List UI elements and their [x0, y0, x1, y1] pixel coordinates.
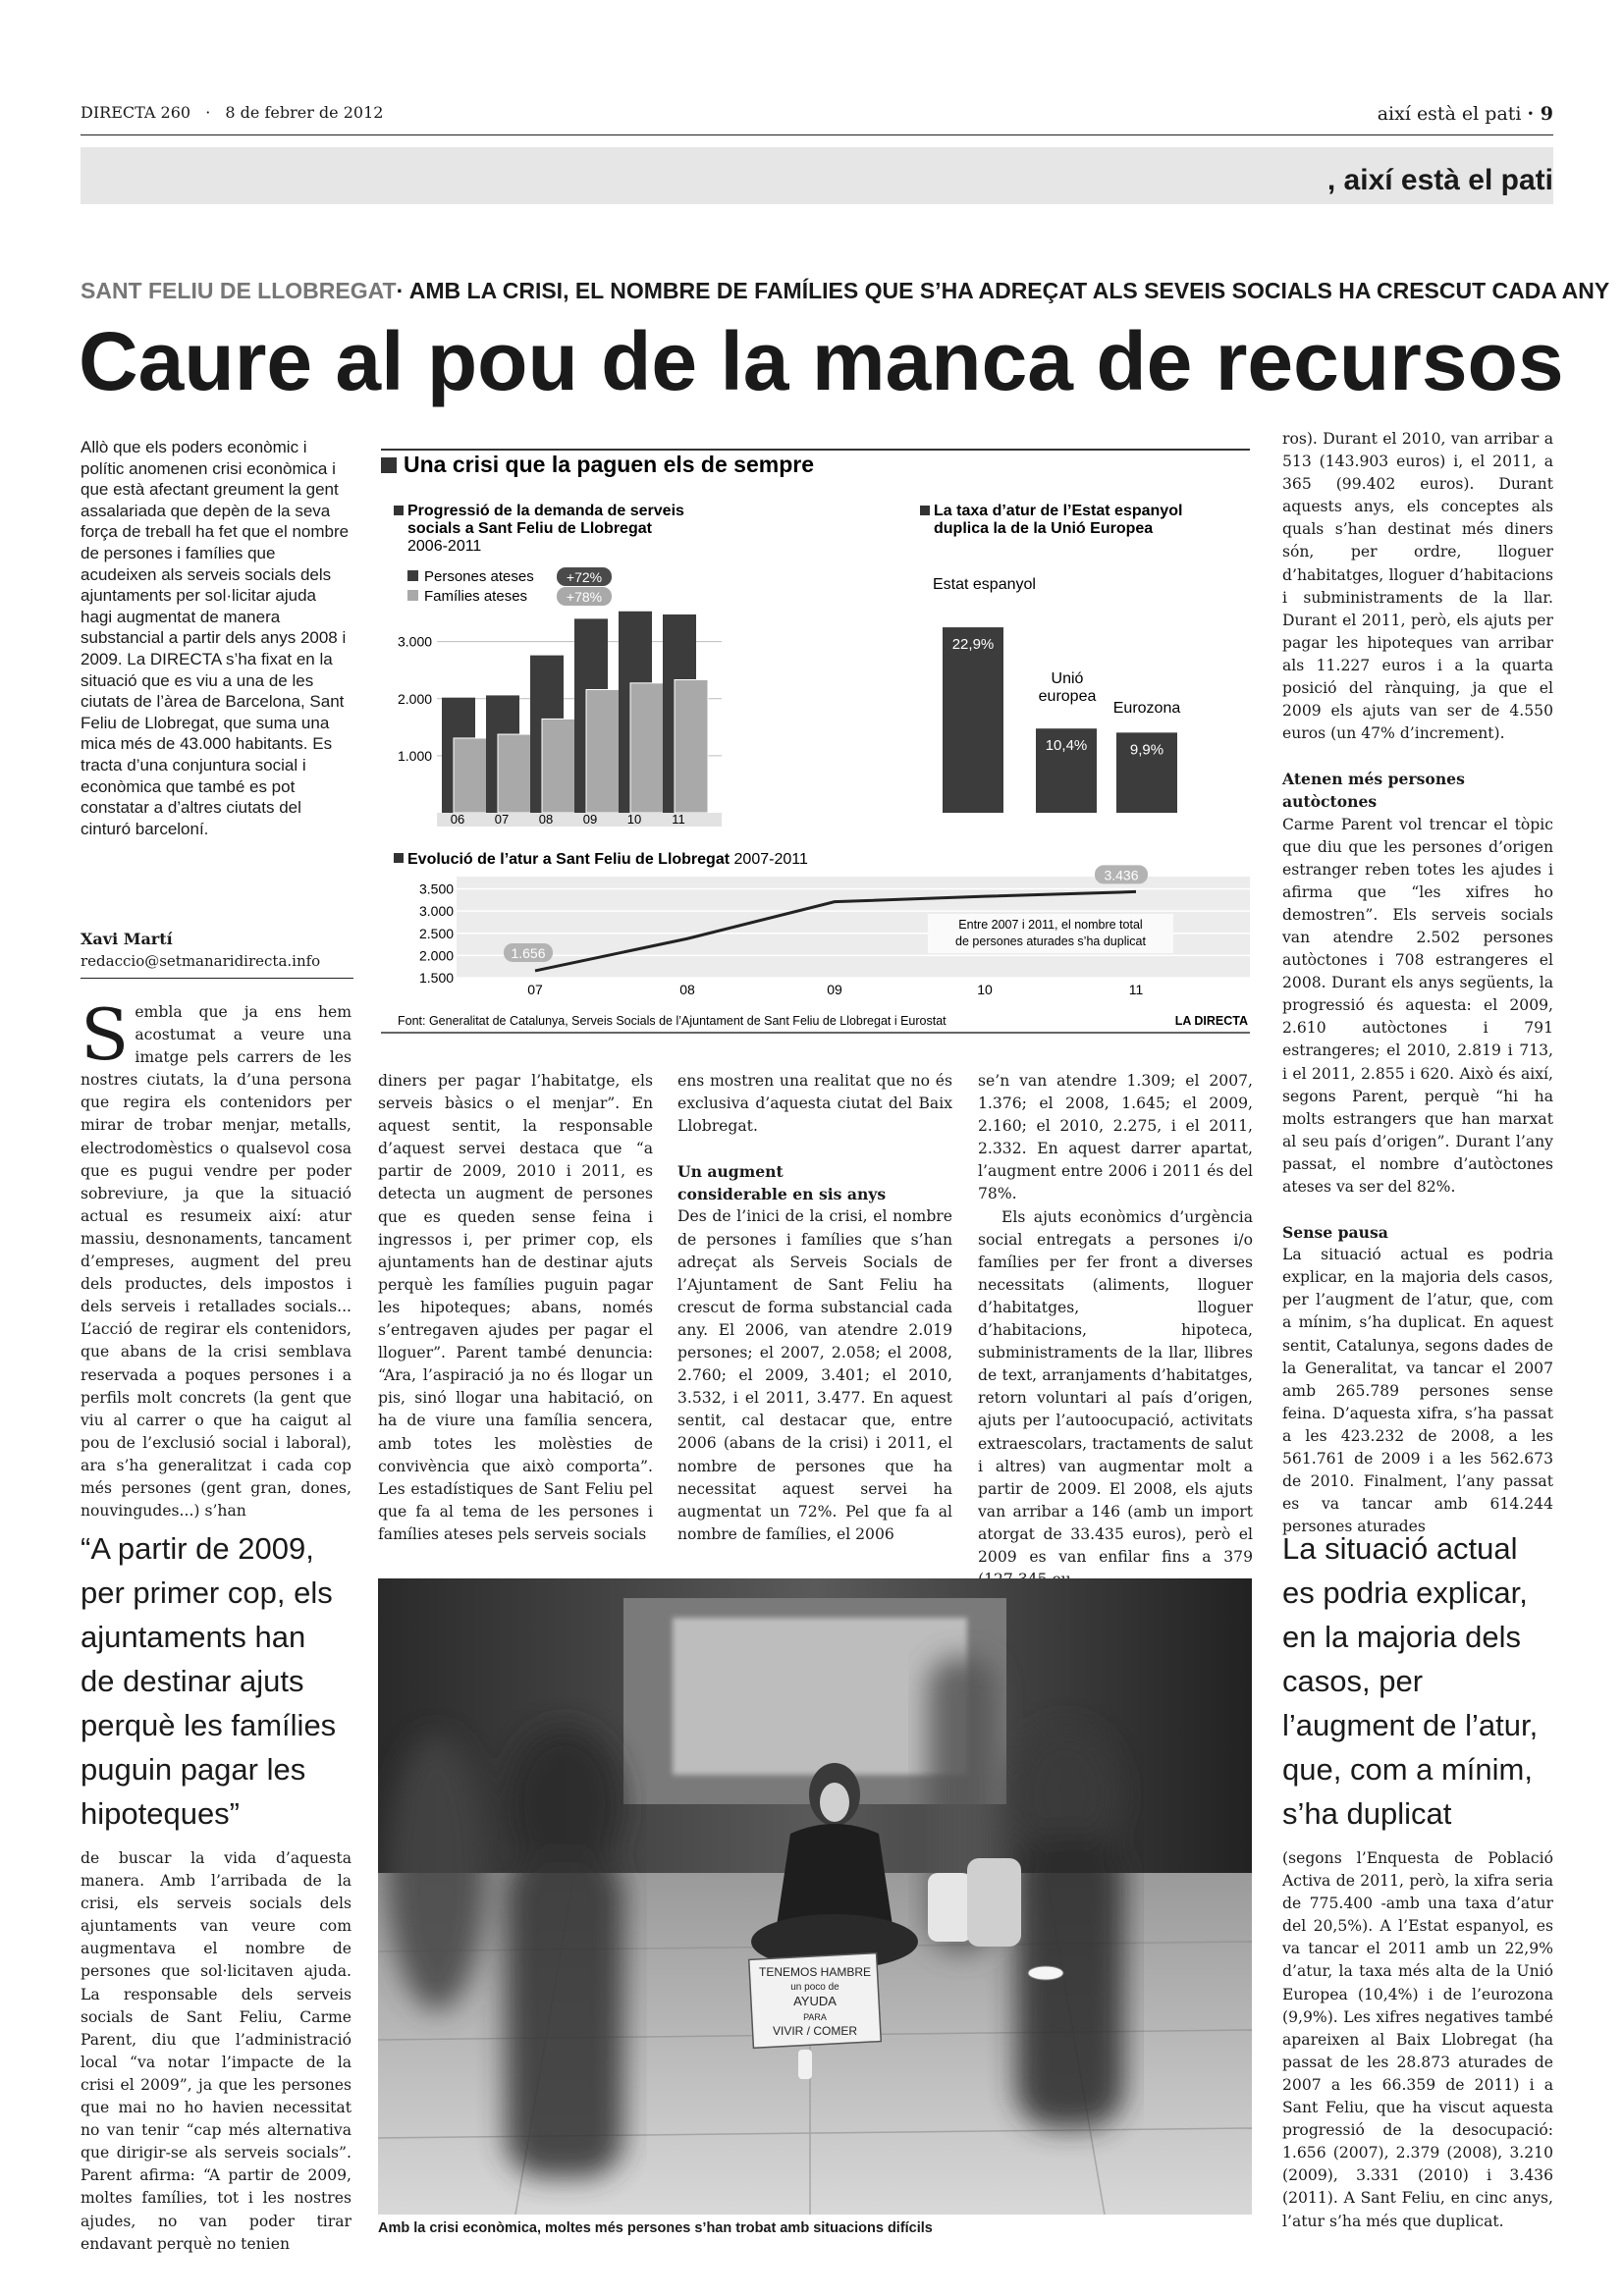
chart3-x-tick: 08	[679, 982, 695, 997]
chart1-legend-persones: Persones ateses	[424, 568, 534, 585]
column-1-top	[81, 993, 352, 1522]
chart1-legend-swatch-families	[407, 590, 418, 601]
chart1-bar-families	[454, 738, 487, 813]
chart3-x-tick: 10	[977, 982, 993, 997]
chart2-bars	[933, 576, 1180, 813]
column-3-paragraph-1: ens mostren una realitat que no és exclusiva d’aquesta ciutat del Baix Llobregat.	[677, 1072, 952, 1136]
column-5-bottom: (segons l’Enquesta de Població Activa de 2011, però, la xifra seria de 775.400 -amb una taxa d’atur del 20,5%). A l’Estat espanyol, es va tancar el 2011 amb un 22,9% d’atur, la taxa més alta de la Unió Europea (10,4%) i de l’eurozona (9,9%). Les xifres negatives també apareixen al Baix Llobregat (ha passat de les 28.873 aturades de 2007 a les 66.359 de 2011) i a Sant Feliu, que ha viscut aquesta progressió de la desocupació: 1.656 (2007), 2.379 (2008), 3.210 (2009), 3.331 (2010) i 3.436 (2011). A Sant Feliu, en cinc anys, l’atur s’ha més que duplicat.	[1282, 1849, 1553, 2230]
infographic-title-marker	[381, 457, 397, 473]
photo-sign-line5: VIVIR / COMER	[772, 2024, 858, 2038]
chart1-subtitle: 2006-2011	[407, 538, 482, 555]
chart3-annotation-line1: Entre 2007 i 2011, el nombre total	[958, 918, 1143, 932]
byline-rule	[81, 978, 353, 979]
kicker-text: · AMB LA CRISI, EL NOMBRE DE FAMÍLIES QUE S’HA ADREÇAT ALS SEVEIS SOCIALS HA CRESCUT CADA ANY	[396, 278, 1610, 303]
pullquote-right: La situació actual es podria explicar, en la majoria dels casos, per l’augment de l’atur, que, com a mínim, s’ha duplicat	[1282, 1531, 1539, 1831]
photo-cardboard-sign	[749, 1953, 882, 2049]
street-photo	[378, 1578, 1252, 2215]
photo-begging-cup	[1028, 1966, 1063, 1980]
running-header	[81, 103, 1553, 131]
photo-sign-line1: TENEMOS HAMBRE	[758, 1965, 872, 1979]
column-3-paragraph-2: Des de l’inici de la crisi, el nombre de persones i famílies que s’han adreçat als Serveis Socials de l’Ajuntament de Sant Feliu ha crescut de forma substancial cada any. El 2006, van atendre 2.019 persones; el 2007, 2.058; el 2008, 2.760; el 2009, 3.401; el 2010, 3.532, i el 2011, 3.477. En aquest sentit, cal destacar que, entre 2006 (abans de la crisi) i 2011, el nombre de persones que ha necessitat aquest servei ha augmentat un 72%. Pel que fa al nombre de famílies, el 2006	[677, 1207, 952, 1543]
chart3-annotation-line2: de persones aturades s’ha duplicat	[955, 934, 1146, 948]
column-2: diners per pagar l’habitatge, els serveis bàsics o el menjar”. En aquest sentit, la responsable d’aquest servei destaca que “a partir de 2009, 2010 i 2011, es detecta un augment de persones que es queden sense feina i ingressos i, per primer cop, els ajuntaments han de destinar ajuts perquè les famílies puguin pagar les hipoteques; abans, només s’entregaven ajudes per pagar el lloguer”. Parent també denuncia: “Ara, l’aspiració ja no és llogar un pis, sinó llogar una habitació, on ha de viure una família sencera, amb totes les molèsties de convivència que això comporta”. Les estadístiques de Sant Feliu pel que fa al tema de les persones i famílies ateses pels serveis socials	[378, 1072, 653, 1543]
chart2-bar	[943, 627, 1003, 813]
chart2-bar-value: 10,4%	[1045, 737, 1088, 755]
chart2-title-line2: duplica la de la Unió Europea	[934, 520, 1154, 537]
section-name: així està el pati · 9	[1377, 103, 1553, 125]
column-1-paragraph-1: embla que ja ens hem acostumat a veure una imatge pels carrers de les nostres ciutats, la d’una persona que regira els contenidors per mirar de trobar menjar, metalls, electrodomèstics o qualsevol cosa que es pugui vendre per poder sobreviure, ja que la situació actual es resumeix així: atur massiu, desnonaments, tancament d’empreses, augment del preu dels productes, dels impostos i dels serveis i retallades socials... L’acció de regirar els contenidors, que abans de la crisi semblava reservada a poques persones i a perfils molt concrets (la gent que viu al carrer o que ha caigut al pou de l’exclusió social i laboral), ara s’ha generalitzat i cada cop més persones (gent gran, dones, nouvingudes...) s’han	[81, 1003, 352, 1521]
infographic-credit: LA DIRECTA	[1174, 1014, 1248, 1028]
chart3-end-label: 3.436	[1104, 867, 1139, 883]
chart1-title-line1: Progressió de la demanda de serveis	[407, 503, 684, 519]
chart1-title-marker	[394, 506, 404, 515]
column-5-subhead-1: Atenen més persones autòctones	[1282, 770, 1465, 812]
photo-bottle	[798, 2050, 812, 2079]
kicker	[81, 278, 1610, 304]
headline: Caure al pou de la manca de recursos	[79, 315, 1564, 407]
photo-sign-line2: un poco de	[790, 1982, 839, 1993]
chart3-y-tick: 1.500	[419, 970, 455, 986]
column-4-paragraph-1: se’n van atendre 1.309; el 2007, 1.376; el 2008, 1.645; el 2009, 2.160; el 2010, 2.275, i el 2011, 2.332. En aquest darrer apartat, l’augment entre 2006 i 2011 és del 78%.	[978, 1072, 1253, 1203]
column-5-top	[1282, 428, 1553, 1538]
chart2-bar-value: 9,9%	[1129, 741, 1164, 759]
header-rule	[81, 134, 1553, 135]
section-banner-title: , així està el pati	[1326, 164, 1553, 196]
infographic	[378, 440, 1252, 1039]
chart1-legend-families: Famílies ateses	[424, 588, 528, 605]
column-4	[978, 1070, 1253, 1591]
chart1-x-tick: 08	[538, 812, 554, 827]
chart3-x-tick: 07	[527, 982, 543, 997]
chart1-badge-families: +78%	[566, 589, 603, 605]
issue-label: DIRECTA 260	[81, 103, 191, 122]
issue-date: 8 de febrer de 2012	[225, 103, 384, 122]
chart1-bar-families	[498, 734, 531, 813]
chart1-bar-families	[675, 679, 708, 813]
chart1-badge-persones: +72%	[566, 569, 603, 585]
chart3-y-tick: 2.500	[419, 925, 455, 941]
header-separator: ·	[205, 103, 211, 122]
kicker-place: SANT FELIU DE LLOBREGAT	[81, 278, 397, 303]
chart1-x-tick: 11	[672, 812, 685, 827]
chart2-label-ue-2: europea	[1038, 688, 1097, 705]
photo-sign-line4: PARA	[803, 2012, 827, 2022]
chart3-y-tick: 2.000	[419, 947, 455, 964]
chart2-bar-value: 22,9%	[951, 636, 995, 654]
chart2-label-ue-1: Unió	[1051, 670, 1084, 687]
author-email: redaccio@setmanaridirecta.info	[81, 952, 321, 970]
chart1-legend-swatch-persones	[407, 570, 418, 581]
photo-window-light	[673, 1618, 967, 1775]
chart1-bar-families	[630, 683, 664, 813]
chart1-title-line2: socials a Sant Feliu de Llobregat	[407, 520, 652, 537]
chart3-x-tick: 09	[827, 982, 842, 997]
chart1-x-tick: 09	[582, 812, 598, 827]
column-1-bottom: de buscar la vida d’aquesta manera. Amb l’arribada de la crisi, els serveis socials dels ajuntaments van veure com augmentava el nombre de persones que sol·licitaven ajuda. La responsable dels serveis socials de Sant Feliu, Carme Parent, diu que l’administració local “va notar l’impacte de la crisi el 2009”, ja que les persones que mai no ho havien necessitat no van tenir “cap més alternativa que dirigir-se als serveis socials”. Parent afirma: “A partir de 2009, moltes famílies, tot i les nostres ajudes, no van poder tirar endavant perquè no tenien	[81, 1849, 352, 2253]
chart2-title-line1: La taxa d’atur de l’Estat espanyol	[934, 503, 1183, 519]
chart1-bar-families	[542, 719, 575, 813]
infographic-source: Font: Generalitat de Catalunya, Serveis Socials de l’Ajuntament de Sant Feliu de Llobregat i Eurostat	[398, 1014, 947, 1028]
chart2-label-estat: Estat espanyol	[933, 576, 1036, 593]
chart3-start-label: 1.656	[511, 944, 546, 961]
chart3-title: Evolució de l’atur a Sant Feliu de Llobregat 2007-2011	[407, 851, 808, 868]
pullquote-left: “A partir de 2009, per primer cop, els ajuntaments han de destinar ajuts perquè les famílies puguin pagar les hipoteques”	[81, 1531, 337, 1831]
column-3	[677, 1070, 952, 1546]
column-5-paragraph-2: Carme Parent vol trencar el tòpic que diu que les persones d’origen estranger reben totes les ajudes i afirma que “les xifres ho demostren”. Els serveis socials van atendre 2.502 persones autòctones i 708 estrangeres el 2008. Durant els anys següents, la progressió és aquesta: el 2009, 2.610 autòctones i 791 estrangeres; el 2010, 2.819 i 713, i el 2011, 2.855 i 620. Això és així, segons Parent, perquè “hi ha molts estrangers que han marxat al seu país d’origen”. Durant l’any passat, el nombre d’autòctones ateses va ser del 82%.	[1282, 815, 1553, 1196]
infographic-title: Una crisi que la paguen els de sempre	[404, 452, 814, 477]
section-banner	[81, 147, 1553, 204]
photo-sign-line3: AYUDA	[793, 1994, 837, 2008]
chart1-y-tick: 3.000	[398, 633, 433, 650]
column-5-paragraph-3: La situació actual es podria explicar, en la majoria dels casos, per l’augment de l’atur, que, com a mínim, s’ha duplicat. En aquest sentit, Catalunya, segons dades de la Generalitat, va tancar el 2007 amb 265.789 persones sense feina. D’aquesta xifra, s’ha passat a les 423.232 de 2008, a les 561.761 de 2009 i a les 562.673 de 2010. Finalment, l’any passat es va tancar amb 614.244 persones aturades	[1282, 1246, 1553, 1536]
chart3-y-tick: 3.500	[419, 881, 455, 897]
page-number: · 9	[1527, 103, 1553, 125]
chart1-x-tick: 10	[626, 812, 642, 827]
chart3-title-marker	[394, 853, 404, 863]
drop-cap: S	[81, 993, 130, 1076]
column-5-paragraph-1: ros). Durant el 2010, van arribar a 513 (143.903 euros) i, el 2011, a 365 (99.402 euros). Durant aquests anys, els conceptes als quals s’han destinat més diners són, per ordre, lloguer d’habitatges, lloguer d’habitacions i subministraments de la llar. Durant el 2011, però, els ajuts per pagar les hipoteques van arribar als 11.227 euros i a la quarta posició del rànquing, ja que el 2009 els ajuts van ser de 4.550 euros (un 47% d’increment).	[1282, 430, 1553, 743]
chart1-y-tick: 1.000	[398, 747, 433, 764]
chart1-x-tick: 06	[450, 812, 465, 827]
chart2-title-marker	[920, 506, 930, 515]
chart3-y-tick: 3.000	[419, 903, 455, 920]
column-3-subhead: Un augment considerable en sis anys	[677, 1162, 887, 1204]
chart1-bar-families	[586, 689, 620, 813]
chart1-x-tick: 07	[494, 812, 510, 827]
column-4-paragraph-2: Els ajuts econòmics d’urgència social entregats a persones i/o famílies per fer front a diverses necessitats (aliments, lloguer d’habitatges, lloguer d’habitacions, hipoteca, subministraments de la llar, llibres de text, arranjaments d’habitatges, retorn voluntari al país d’origen, ajuts per l’autoocupació, activitats extraescolars, tractaments de salut i altres) van augmentar molt a partir de 2009. El 2008, els ajuts van arribar a 146 (amb un import atorgat de 33.435 euros), però el 2009 es van enfilar fins a 379	[978, 1207, 1253, 1566]
photo-caption: Amb la crisi econòmica, moltes més persones s’han trobat amb situacions difícils	[378, 2220, 933, 2236]
chart2-label-eurozona: Eurozona	[1112, 700, 1181, 717]
author-name: Xavi Martí	[81, 930, 173, 948]
lead-paragraph: Allò que els poders econòmic i polític anomenen crisi econòmica i que està afectant greument la gent assalariada que depèn de la seva força de treball ha fet que el nombre de persones i famílies que acudeixen als serveis socials dels ajuntaments per sol·licitar ajuda hagi augmentat de manera substancial a partir dels anys 2008 i 2009. La DIRECTA s’ha fixat en la situació que es viu a una de les ciutats de l’àrea de Barcelona, Sant Feliu de Llobregat, que suma una mica més de 43.000 habitants. Es tracta d’una conjuntura social i econòmica que també es pot constatar a d’altres ciutats del cinturó barceloní.	[81, 438, 350, 838]
column-5-subhead-2: Sense pausa	[1282, 1223, 1388, 1243]
chart3-x-tick: 11	[1128, 982, 1144, 997]
chart1-y-tick: 2.000	[398, 690, 433, 707]
